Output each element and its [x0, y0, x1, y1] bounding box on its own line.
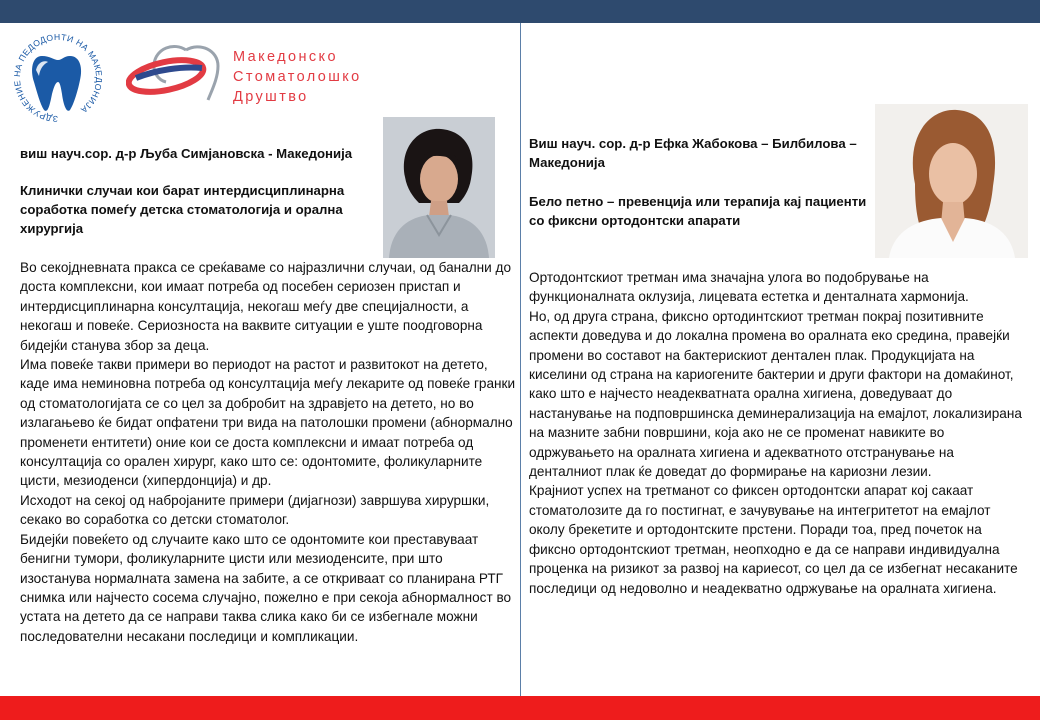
author-photo-left	[383, 117, 495, 258]
msd-logo	[126, 44, 226, 108]
msd-name	[233, 47, 362, 107]
column-divider	[520, 23, 521, 696]
left-author: виш науч.сор. д-р Љуба Симјановска - Македонија	[20, 146, 353, 161]
left-body	[20, 258, 516, 646]
msd-line-1: Македонско	[233, 49, 338, 65]
left-paragraph: Има повеќе такви примери во периодот на растот и развитокот на детето, каде има неминовна потреба од консултација меѓу лекарите од повеќе гранки од стоматологијата се со цел за добробит на здравјето на детето, но во излагањево ќе бидат опфатени три вида на патолошки промени (абнормално променети ентитети) оние кои се доста комплексни и имаат потреба од консултација со орален хирург, како што се: одонтомите, фоликуларните цисти, мезиоденси (хипердонција) и др.	[20, 357, 516, 489]
top-bar	[0, 0, 1040, 23]
pedodont-association-logo	[12, 30, 104, 126]
right-body	[529, 268, 1025, 598]
left-paragraph: Во секојдневната пракса се среќаваме со најразлични случаи, од банални до доста комплексни, кои имаат потреба од посебен сериозен пристап и интердисциплинарна консултација, некогаш меѓу две специјалности, а некогаш и повеќе. Сериозноста на ваквите ситуации е уште поодговорна бидејќи станува збор за деца.	[20, 260, 512, 353]
msd-line-2: Стоматолошко	[233, 69, 362, 85]
logo-ring-text: ЗДРУЖЕНИЕ НА ПЕДОДОНТИ НА МАКЕДОНИЈА	[12, 31, 104, 125]
left-paragraph: Исходот на секој од набројаните примери (дијагнози) завршува хируршки, секако во соработка со детски стоматолог.	[20, 492, 490, 528]
left-title: Клинички случаи кои барат интердисциплинарна соработка помеѓу детска стоматологија и орална хирургија	[20, 183, 345, 236]
right-paragraph: Крајниот успех на третманот со фиксен ортодонтски апарат кој сакаат стоматолозите да го постигнат, е зачувување на интегритетот на емајлот околу брекетите и ортодонтските прстени. Поради тоа, пред почеток на фиксно ортодонтскиот третман, неопходно е да се направи индивидуална проценка на ризикот за развој на кариесот, со цел да се избегнат несаканите последици од недоволно и неадекватно одржување на оралната хигиена.	[529, 483, 1018, 596]
right-title: Бело петно – превенција или терапија кај пациенти со фиксни ортодонтски апарати	[529, 194, 867, 228]
bottom-bar	[0, 696, 1040, 720]
right-author: Виш науч. сор. д-р Ефка Жабокова – Билбилова – Македонија	[529, 136, 857, 170]
msd-line-3: Друштво	[233, 89, 309, 105]
right-paragraph: Но, од друга страна, фиксно ортодинтскиот третман покрај позитивните аспекти доведува и до локална промена во оралната еко средина, правејќи промени во составот на бактерискиот дентален плак. Продукцијата на киселини од страна на кариогените бактерии и други фактори на домаќинот, како што е најчесто неадекватната орална хигиена, доведуваат до настанување на подповршинска деминерализација на емајлот, локализирана на мазните забни површини, која ако не се променат навиките во одржувањето на оралната хигиена и адекватното отстранување на денталниот плак ќе доведат до формирање на кариозни лезии.	[529, 308, 1022, 480]
author-photo-right	[875, 104, 1028, 258]
right-paragraph: Ортодонтскиот третман има значајна улога во подобрување на функционалната оклузија, лицевата естетка и денталната хармонија.	[529, 270, 969, 305]
left-paragraph: Бидејќи повеќето од случаите како што се одонтомите кои преставуваат бенигни тумори, фоликуларните цисти или мезиоденсите, при што изостанува нормалната замена на забите, а се откриваат со планирана РТГ снимка или најчесто сосема случајно, пожелно е при секоја абнормалност во устата на детето да се направи таква слика како би се избегнале можни последователни несакани последици и компликации.	[20, 531, 512, 644]
